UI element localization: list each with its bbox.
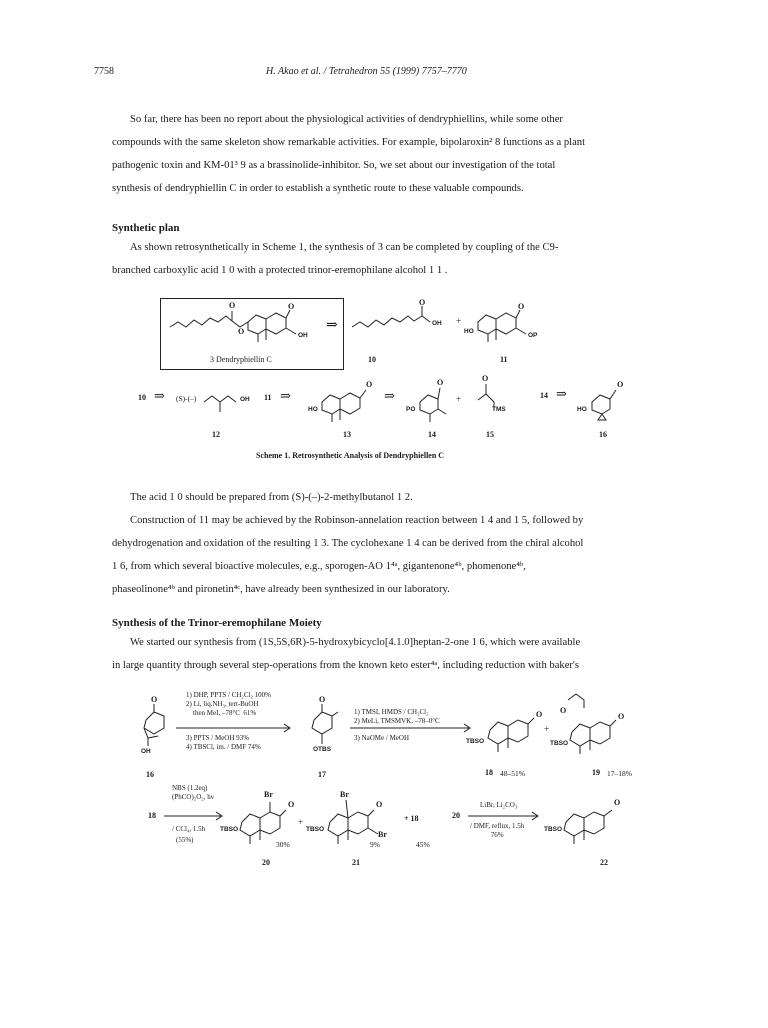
- condition-line: 2) MeLi, TMSMVK, –78–0°C: [354, 717, 440, 725]
- atom-O: O: [376, 800, 383, 809]
- atom-O: O: [618, 712, 625, 721]
- compound-label-16: 16: [146, 770, 154, 779]
- compound-20-ring-a: [240, 814, 260, 836]
- compound-18-ring-a: [488, 722, 508, 744]
- step1-conditions: [186, 691, 271, 718]
- compound-19-ring-a: [570, 724, 590, 746]
- text-line: So far, there has been no report about the physiological activities of dendryphiellins, while some other: [130, 114, 563, 125]
- compound-22-ring-b: [584, 812, 604, 834]
- atom-HO: HO: [577, 406, 587, 413]
- atom-OP: OP: [528, 332, 538, 339]
- text-line: phaseolinone⁴ᵇ and pironetin⁴ᶜ, have already been synthesized in our laboratory.: [112, 584, 450, 595]
- text-line: compounds with the same skeleton show remarkable activities. For example, bipolaroxin² 8 functions as a plant: [112, 137, 586, 148]
- compound-label-13: 13: [343, 430, 351, 439]
- condition-line: 1) DHP, PPTS / CH₂Cl₂ 100%: [186, 691, 272, 699]
- atom-O: O: [366, 380, 373, 389]
- compound-21-ring-a: [328, 814, 348, 836]
- condition-line: / CCl₄, 1.5h: [172, 825, 206, 833]
- row2-from-14: 14: [540, 391, 548, 400]
- plus-sign: +: [456, 394, 462, 404]
- text-line: The acid 1 0 should be prepared from (S)-(–)-2-methylbutanol 1 2.: [130, 492, 413, 503]
- yield-18: 48–51%: [500, 769, 525, 778]
- page-number: 7758: [94, 66, 114, 77]
- condition-line: 3) NaOMe / MeOH: [354, 734, 410, 742]
- atom-O: O: [229, 301, 236, 310]
- compound-label-17: 17: [318, 770, 326, 779]
- compound-19-chain: [568, 694, 584, 708]
- atom-O: O: [560, 706, 567, 715]
- condition-line: 1) TMSI, HMDS / CH₂Cl₂: [354, 708, 429, 716]
- text-line: Construction of 11 may be achieved by the Robinson-annelation reaction between 1 4 and 1 5, followed by: [130, 515, 584, 526]
- step4-conditions-upper: LiBr, Li₂CO₃: [480, 801, 518, 809]
- compound-label-19: 19: [592, 768, 600, 777]
- compound-18-ring-b: [508, 720, 528, 742]
- compound-label-10: 10: [368, 355, 376, 364]
- compound-label-20: 20: [262, 858, 270, 867]
- text-line: 1 6, from which several bioactive molecules, e.g., sporogen-AO 1⁴ᵃ, gigantenone⁴ᵇ, phomenone⁴ᵇ,: [112, 561, 526, 572]
- atom-OH: OH: [141, 748, 151, 755]
- step1-conditions-lower: [186, 734, 261, 752]
- atom-O: O: [617, 380, 624, 389]
- target-box-label: 3 Dendryphiellin C: [210, 355, 272, 364]
- condition-line: / DMF, reflux, 1.5h: [470, 822, 525, 830]
- atom-O: O: [238, 327, 245, 336]
- atom-HO: HO: [308, 406, 318, 413]
- step3-conditions-upper: [172, 784, 214, 802]
- compound-label-18: 18: [485, 768, 493, 777]
- text-line: in large quantity through several step-operations from the known keto ester⁴ᵃ, including reduction with baker's: [112, 660, 579, 671]
- compound-label-14: 14: [428, 430, 436, 439]
- atom-OH: OH: [298, 332, 308, 339]
- compound-label-16: 16: [599, 430, 607, 439]
- compound-16-ring: [144, 712, 164, 734]
- atom-HO: HO: [464, 328, 474, 335]
- compound-21-ring-b: [348, 812, 368, 834]
- plus-sign: +: [298, 817, 304, 827]
- atom-TBSO: TBSO: [550, 740, 569, 747]
- atom-Br: Br: [340, 790, 349, 799]
- step3-conditions-lower: [172, 824, 205, 846]
- atom-TMS: TMS: [492, 406, 506, 413]
- compound-19-ring-b: [590, 722, 610, 744]
- compound-label-21: 21: [352, 858, 360, 867]
- condition-line: (PhCO)₂O₂, hν: [172, 793, 214, 801]
- atom-O: O: [518, 302, 525, 311]
- atom-O: O: [288, 302, 295, 311]
- text-line: We started our synthesis from (1S,5S,6R)-5-hydroxybicyclo[4.1.0]heptan-2-one 1 6, which were available: [130, 637, 581, 648]
- plus-sign: +: [544, 724, 550, 734]
- atom-O: O: [151, 695, 158, 704]
- atom-O: O: [437, 378, 444, 387]
- compound-label-22: 22: [600, 858, 608, 867]
- atom-PO: PO: [406, 406, 416, 413]
- row2-start-10: 10: [138, 393, 146, 402]
- row2-start-18: 18: [148, 811, 156, 820]
- yield-18b: 45%: [416, 840, 430, 849]
- atom-OH: OH: [432, 320, 442, 327]
- atom-O: O: [614, 798, 621, 807]
- retro-arrow: ⇒: [556, 386, 567, 401]
- compound-17-ring: [312, 712, 332, 734]
- text-line: synthesis of dendryphiellin C in order to establish a synthetic route to these valuable compounds.: [112, 183, 524, 194]
- step4-conditions-lower: [470, 822, 524, 840]
- condition-line: NBS (1.2eq): [172, 784, 208, 792]
- step2-conditions: [354, 708, 440, 726]
- atom-O: O: [319, 695, 326, 704]
- atom-TBSO: TBSO: [544, 826, 563, 833]
- atom-TBSO: TBSO: [466, 738, 485, 745]
- compound-22-ring-a: [564, 814, 584, 836]
- text-line: dehydrogenation and oxidation of the resulting 1 3. The cyclohexane 1 4 can be derived from the chiral alcohol: [112, 538, 584, 549]
- retro-arrow: ⇒: [154, 388, 165, 403]
- step2-conditions-lower: [354, 734, 409, 742]
- atom-TBSO: TBSO: [220, 826, 239, 833]
- text-line: As shown retrosynthetically in Scheme 1, the synthesis of 3 can be completed by coupling of the C9-: [130, 242, 559, 253]
- compound-label-15: 15: [486, 430, 494, 439]
- atom-O: O: [419, 298, 426, 307]
- atom-O: O: [288, 800, 295, 809]
- plus-18: + 18: [404, 814, 419, 823]
- row2-from-11: 11: [264, 393, 272, 402]
- condition-line: 3) PPTS / MeOH 93%: [186, 734, 250, 742]
- section-heading-synthesis: Synthesis of the Trinor-eremophilane Moiety: [112, 617, 322, 629]
- atom-OH: OH: [240, 396, 250, 403]
- condition-line: 76%: [490, 831, 504, 839]
- text-line: pathogenic toxin and KM-01³ 9 as a brassinolide-inhibitor. So, we set about our investigation of the total: [112, 160, 556, 171]
- condition-line: 4) TBSCl, im. / DMF 74%: [186, 743, 261, 751]
- yield-19: 17–18%: [607, 769, 632, 778]
- compound-20-ring-b: [260, 812, 280, 834]
- atom-O: O: [482, 374, 489, 383]
- compound-label-11: 11: [500, 355, 508, 364]
- scheme1-caption: Scheme 1. Retrosynthetic Analysis of Dendryphiellen C: [256, 451, 445, 460]
- plus-sign: +: [456, 316, 462, 326]
- atom-O: O: [536, 710, 543, 719]
- atom-Br: Br: [378, 830, 387, 839]
- running-title: H. Akao et al. / Tetrahedron 55 (1999) 7757–7770: [266, 66, 467, 77]
- yield-21: 9%: [370, 840, 380, 849]
- compound-label-12: 12: [212, 430, 220, 439]
- condition-line: then MeI, –78°C 61%: [186, 709, 257, 717]
- condition-line: 2) Li, liq.NH₃, tert-BuOH: [186, 700, 259, 708]
- row2-start-20: 20: [452, 811, 460, 820]
- atom-OTBS: OTBS: [313, 746, 332, 753]
- text-line: branched carboxylic acid 1 0 with a protected trinor-eremophilane alcohol 1 1 .: [112, 265, 448, 276]
- s-minus-label: (S)-(–): [176, 394, 197, 403]
- condition-line: (55%): [176, 836, 194, 844]
- retro-arrow: ⇒: [280, 388, 291, 403]
- atom-Br: Br: [264, 790, 273, 799]
- yield-20: 30%: [276, 840, 290, 849]
- retro-arrow: ⇒: [384, 388, 395, 403]
- retro-arrow: ⇒: [326, 318, 338, 333]
- atom-TBSO: TBSO: [306, 826, 325, 833]
- section-heading-synthetic-plan: Synthetic plan: [112, 222, 180, 234]
